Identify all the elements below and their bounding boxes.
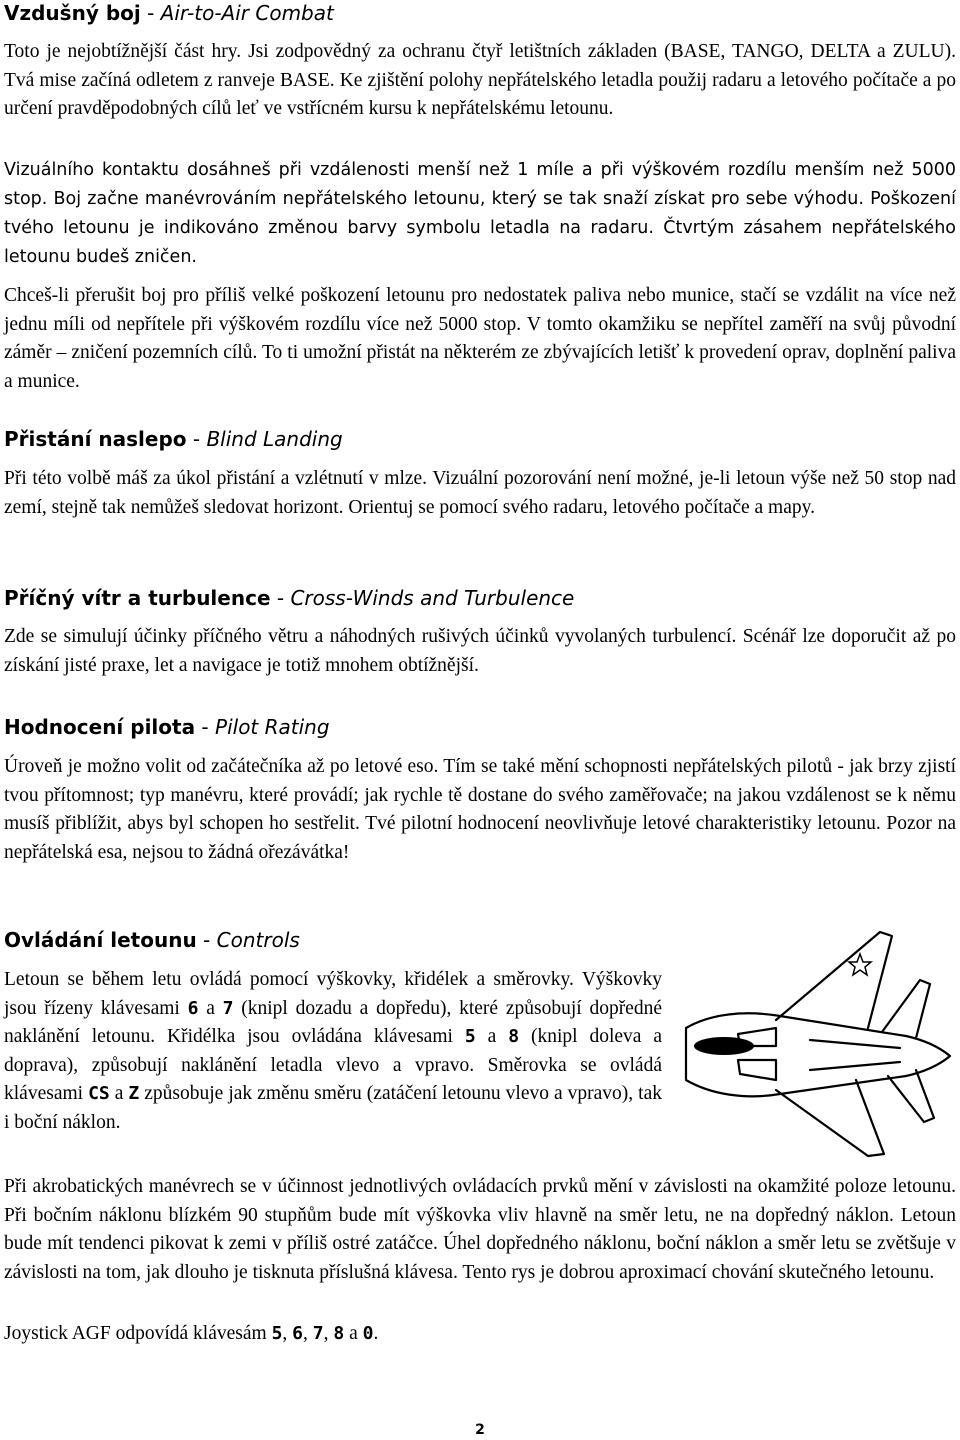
paragraph-wind-1: Zde se simulují účinky příčného větru a náhodných rušivých účinků vyvolaných turbulencí. Scénář lze doporučit až po získání jisté praxe, let a navigace je totiž mnohem obtížnější. — [4, 626, 956, 676]
text-run: (knipl doleva a doprava), způsobují naklánění letadla vlevo a vpravo. Směrovka se ovládá klávesami — [4, 1026, 662, 1105]
heading-air-combat — [4, 0, 334, 26]
heading-en: Controls — [216, 928, 300, 952]
heading-pilot-rating — [4, 714, 330, 740]
paragraph-air-2: Vizuálního kontaktu dosáhneš při vzdálenosti menší než 1 míle a při výškovém rozdílu menším než 5000 stop. Boj začne manévrováním nepřátelského letounu, který se tak snaží získat pro sebe výhodu. Poškození tvého letounu je indikováno změnou barvy symbolu letadla na radaru. Čtvrtým zásahem nepřátelského letounu budeš zničen. — [4, 160, 956, 267]
paragraph-air-3: Chceš-li přerušit boj pro příliš velké poškození letounu pro nedostatek paliva nebo munice, stačí se vzdálit na více než jednu míli od nepřítele při výškovém rozdílu více než 5000 stop. V tomto okamžiku se nepřítel zaměří na svůj původní záměr – zničení pozemních cílů. To ti umožní přistát na některém ze zbývajících letišť k provedení oprav, doplnění paliva a munice. — [4, 285, 956, 392]
key-8: 8 — [508, 1026, 520, 1048]
text-run: a — [198, 997, 223, 1019]
text-run: způsobuje jak změnu směru (zatáčení letounu vlevo a vpravo), tak i boční náklon. — [4, 1083, 662, 1133]
paragraph-controls-2: Při akrobatických manévrech se v účinnost jednotlivých ovládacích prvků mění v závislosti na okamžité poloze letounu. Při bočním náklonu blízkém 90 stupňům bude mít výškovka vliv hlavně na směr letu, ne na dopředný náklon. Letoun bude mít tendenci pikovat k zemi v příliš ostré zatáčce. Úhel dopředného náklonu, boční náklon a směr letu se zvětšuje v závislosti na tom, jak dlouho je tisknuta příslušná klávesa. Tento rys je dobrou aproximací chování skutečného letounu. — [4, 1176, 956, 1283]
paragraph-controls-3 — [4, 1320, 956, 1349]
heading-en: Pilot Rating — [215, 715, 330, 739]
key-z: Z — [128, 1083, 140, 1105]
text-run: , — [303, 1323, 313, 1344]
heading-cz: Ovládání letounu — [4, 928, 197, 952]
heading-sep: - — [195, 715, 216, 739]
text-run: , — [282, 1323, 293, 1344]
text-run: a — [344, 1323, 363, 1344]
heading-sep: - — [196, 928, 217, 952]
heading-en: Cross-Winds and Turbulence — [290, 586, 575, 610]
key-6: 6 — [187, 997, 199, 1019]
heading-cz: Příčný vítr a turbulence — [4, 586, 271, 610]
joystick-key: 8 — [333, 1323, 345, 1344]
joystick-key: 6 — [292, 1323, 304, 1344]
text-run: (knipl dozadu a dopředu), které způsobují dopředné naklánění letounu. Křidélka jsou ovládána klávesami — [4, 997, 662, 1048]
text-run: Letoun se během letu ovládá pomocí výškovky, křidélek a směrovky. Výškovky jsou řízeny klávesami — [4, 969, 662, 1019]
text-run: a — [475, 1026, 509, 1048]
joystick-key: 7 — [312, 1323, 324, 1344]
key-7: 7 — [222, 997, 234, 1019]
key-5: 5 — [464, 1026, 476, 1048]
paragraph-rating-1: Úroveň je možno volit od začátečníka až po letové eso. Tím se také mění schopnosti nepřátelských pilotů - jak brzy zjistí tvou přítomnost; typ manévru, které provádí; jak rychle tě dostane do svého zaměřovače; na jakou vzdálenost se k němu musíš přiblížit, abys byl schopen ho sestřelit. Tvé pilotní hodnocení neovlivňuje letové charakteristiky letounu. Pozor na nepřátelská esa, nejsou to žádná ořezávátka! — [4, 756, 956, 863]
text-run: . — [373, 1323, 379, 1344]
paragraph-air-1: Toto je nejobtížnější část hry. Jsi zodpovědný za ochranu čtyř letištních základen (BASE, TANGO, DELTA a ZULU). Tvá mise začíná odletem z ranveje BASE. Ke zjištění polohy nepřátelského letadla použij radaru a letového počítače a po určení pravděpodobných cílů leť ve vstřícném kursu k nepřátelskému letounu. — [4, 41, 956, 120]
heading-cz: Hodnocení pilota — [4, 715, 196, 739]
joystick-key: 0 — [362, 1323, 374, 1344]
heading-controls — [4, 927, 300, 953]
heading-blind-landing — [4, 426, 343, 452]
heading-cross-winds — [4, 585, 574, 611]
text-run: a — [109, 1083, 129, 1105]
text-run: Joystick AGF odpovídá klávesám — [4, 1323, 272, 1344]
paragraph-controls-1 — [4, 966, 662, 1138]
heading-en: Blind Landing — [206, 427, 343, 451]
text-run: , — [323, 1323, 334, 1344]
heading-sep: - — [186, 427, 207, 451]
page-number: 2 — [475, 1422, 485, 1438]
heading-cz: Přistání naslepo — [4, 427, 187, 451]
joystick-key: 5 — [271, 1323, 283, 1344]
heading-sep: - — [270, 586, 291, 610]
fighter-jet-icon — [680, 928, 960, 1172]
heading-en: Air-to-Air Combat — [160, 1, 334, 25]
heading-cz: Vzdušný boj — [4, 1, 141, 25]
key-cs: CS — [88, 1083, 110, 1105]
heading-sep: - — [140, 1, 161, 25]
paragraph-blind-1: Při této volbě máš za úkol přistání a vzlétnutí v mlze. Vizuální pozorování není možné, je-li letoun výše než 50 stop nad zemí, stejně tak nemůžeš sledovat horizont. Orientuj se pomocí svého radaru, letového počítače a mapy. — [4, 468, 956, 518]
